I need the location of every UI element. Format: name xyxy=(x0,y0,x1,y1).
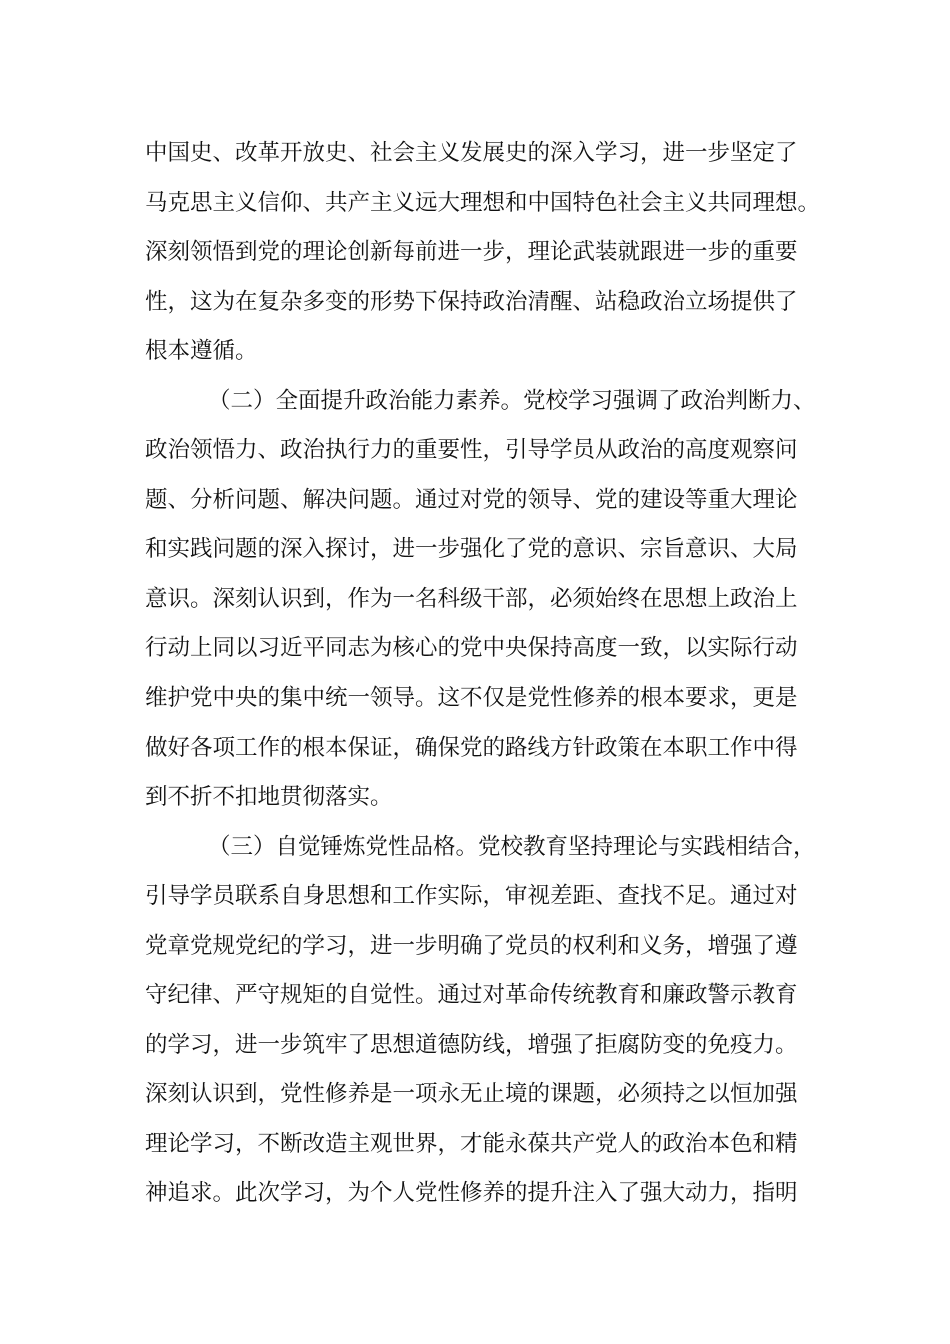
paragraph-1 xyxy=(145,129,825,377)
paragraph-2 xyxy=(145,377,825,823)
text-line: 理论学习，不断改造主观世界，才能永葆共产党人的政治本色和精 xyxy=(145,1130,798,1157)
text-line: 意识。深刻认识到，作为一名科级干部，必须始终在思想上政治上 xyxy=(145,585,798,612)
text-line: 到不折不扣地贯彻落实。 xyxy=(145,784,393,811)
text-line: 做好各项工作的根本保证，确保党的路线方针政策在本职工作中得 xyxy=(145,734,798,761)
text-line: 守纪律、严守规矩的自觉性。通过对革命传统教育和廉政警示教育 xyxy=(145,982,798,1009)
text-line: 题、分析问题、解决问题。通过对党的领导、党的建设等重大理论 xyxy=(145,486,798,513)
text-line: 中国史、改革开放史、社会主义发展史的深入学习，进一步坚定了 xyxy=(145,140,798,166)
text-line: 党章党规党纪的学习，进一步明确了党员的权利和义务，增强了遵 xyxy=(145,932,798,959)
text-line: （二）全面提升政治能力素养。党校学习强调了政治判断力、 xyxy=(208,387,816,414)
text-line: 的学习，进一步筑牢了思想道德防线，增强了拒腐防变的免疫力。 xyxy=(145,1031,798,1058)
text-line: 政治领悟力、政治执行力的重要性，引导学员从政治的高度观察问 xyxy=(145,437,798,464)
text-line: 和实践问题的深入探讨，进一步强化了党的意识、宗旨意识、大局 xyxy=(145,536,798,563)
text-line: 维护党中央的集中统一领导。这不仅是党性修养的根本要求，更是 xyxy=(145,685,798,712)
text-line: 根本遵循。 xyxy=(145,338,258,365)
text-line: （三）自觉锤炼党性品格。党校教育坚持理论与实践相结合， xyxy=(208,833,816,860)
text-line: 马克思主义信仰、共产主义远大理想和中国特色社会主义共同理想。 xyxy=(145,189,821,216)
text-line: 性，这为在复杂多变的形势下保持政治清醒、站稳政治立场提供了 xyxy=(145,288,798,315)
text-line: 深刻认识到，党性修养是一项永无止境的课题，必须持之以恒加强 xyxy=(145,1081,798,1108)
text-line: 行动上同以习近平同志为核心的党中央保持高度一致，以实际行动 xyxy=(145,635,798,662)
text-line: 深刻领悟到党的理论创新每前进一步，理论武装就跟进一步的重要 xyxy=(145,239,798,266)
document-body xyxy=(145,129,825,1219)
text-line: 引导学员联系自身思想和工作实际，审视差距、查找不足。通过对 xyxy=(145,883,798,910)
text-line: 神追求。此次学习，为个人党性修养的提升注入了强大动力，指明 xyxy=(145,1180,798,1207)
paragraph-3 xyxy=(145,823,825,1219)
